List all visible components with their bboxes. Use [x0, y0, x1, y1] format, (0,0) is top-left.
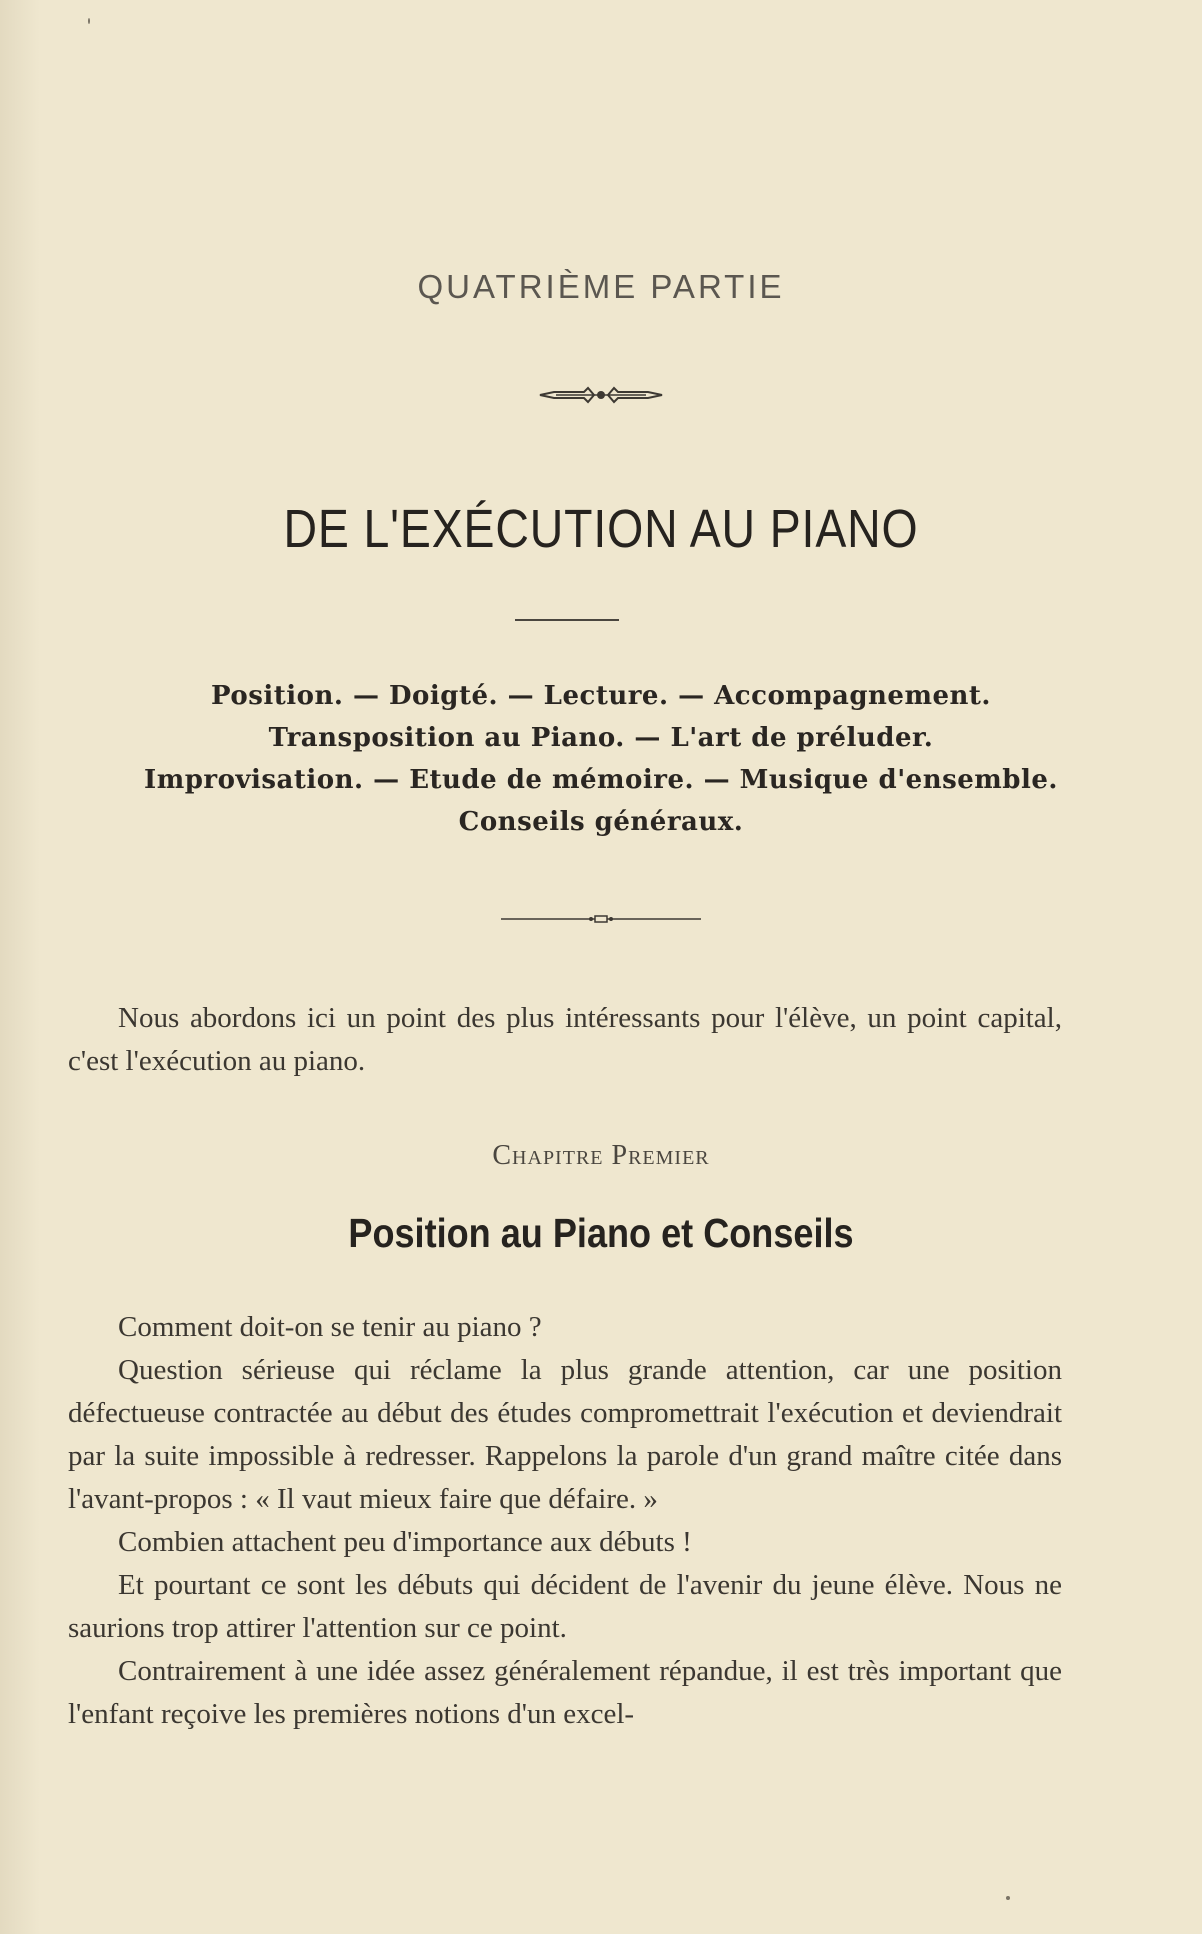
paper-speck	[1006, 1896, 1010, 1900]
topic-line: Conseils généraux.	[458, 807, 744, 837]
intro-paragraph: Nous abordons ici un point des plus intéressants pour l'élève, un point capital, c'est l'exécution au piano.	[68, 1002, 1062, 1077]
ornament-flourish	[0, 383, 1202, 412]
body-paragraph: Question sérieuse qui réclame la plus grande attention, car une position défectueuse contractée au début des études compromettrait l'exécution et deviendrait par la suite impossible à redresser. Rappelons la parole d'un grand maître citée dans l'avant-propos : « Il vaut mieux faire que défaire. »	[68, 1354, 1062, 1515]
divider-ornament-icon	[501, 913, 701, 925]
title-rule	[515, 619, 619, 621]
chapter-label: Chapitre Premier	[492, 1140, 710, 1171]
topic-line: Transposition au Piano. — L'art de préluder.	[268, 723, 934, 753]
body-text	[68, 1306, 1062, 1736]
section-divider	[0, 912, 1202, 930]
body-paragraph: Combien attachent peu d'importance aux débuts !	[118, 1526, 692, 1558]
page-title: DE L'EXÉCUTION AU PIANO	[283, 499, 919, 559]
intro-paragraph-block	[68, 997, 1062, 1083]
paper-speck	[88, 18, 90, 24]
topics-summary	[60, 675, 1142, 843]
body-paragraph: Comment doit-on se tenir au piano ?	[118, 1311, 542, 1343]
body-paragraph: Et pourtant ce sont les débuts qui décident de l'avenir du jeune élève. Nous ne saurions trop attirer l'attention sur ce point.	[68, 1569, 1062, 1644]
topic-line: Improvisation. — Etude de mémoire. — Musique d'ensemble.	[144, 765, 1058, 795]
section-kicker: QUATRIÈME PARTIE	[417, 268, 785, 305]
body-paragraph: Contrairement à une idée assez généralement répandue, il est très important que l'enfant reçoive les premières notions d'un excel-	[68, 1655, 1062, 1730]
flourish-icon	[536, 383, 666, 407]
topic-line: Position. — Doigté. — Lecture. — Accompagnement.	[211, 681, 991, 711]
chapter-title: Position au Piano et Conseils	[348, 1210, 854, 1256]
